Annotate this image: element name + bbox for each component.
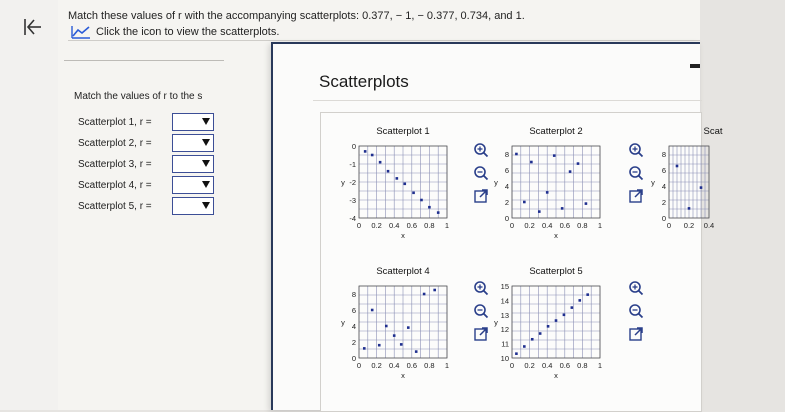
- data-point: [400, 343, 403, 346]
- data-point: [523, 201, 526, 204]
- data-point: [407, 326, 410, 329]
- y-tick-label: 10: [500, 354, 509, 363]
- data-point: [676, 165, 679, 168]
- match-row-1: [78, 113, 214, 131]
- match-select-2[interactable]: [172, 134, 214, 152]
- x-tick-label: 0.8: [577, 221, 588, 230]
- data-point: [563, 314, 566, 317]
- y-axis-label: y: [651, 178, 655, 187]
- x-tick-label: 1: [444, 361, 450, 370]
- match-select-3[interactable]: [172, 155, 214, 173]
- data-point: [396, 177, 399, 180]
- data-point: [571, 306, 574, 309]
- scatter-svg: [325, 122, 475, 262]
- x-axis-label: x: [554, 231, 558, 240]
- match-panel: [64, 60, 224, 320]
- y-tick-label: 15: [500, 282, 509, 291]
- scatterplot-2: [478, 122, 628, 262]
- data-point: [547, 325, 550, 328]
- data-point: [553, 154, 556, 157]
- y-axis-label: y: [341, 318, 345, 327]
- zoom-in-icon[interactable]: [628, 280, 644, 296]
- chart-title: Scat: [703, 126, 723, 137]
- y-tick-label: 4: [661, 182, 666, 191]
- y-tick-label: 14: [500, 296, 509, 306]
- data-point: [393, 334, 396, 337]
- x-tick-label: 0.4: [388, 361, 400, 370]
- x-tick-label: 0.6: [406, 361, 418, 370]
- data-point: [403, 183, 406, 186]
- match-row-4: [78, 176, 214, 194]
- collapse-left-icon[interactable]: [22, 16, 44, 38]
- data-point: [523, 345, 526, 348]
- header-divider: [68, 40, 700, 41]
- line-chart-icon[interactable]: [70, 24, 92, 40]
- x-tick-label: 0.2: [371, 361, 382, 370]
- y-tick-label: 4: [504, 182, 509, 191]
- x-tick-label: 1: [597, 361, 603, 370]
- data-point: [387, 170, 390, 173]
- y-tick-label: 8: [504, 150, 509, 159]
- scatterplots-window: [271, 42, 723, 410]
- y-tick-label: 0: [661, 214, 666, 223]
- data-point: [561, 207, 564, 210]
- match-label-4: Scatterplot 4, r =: [78, 179, 152, 191]
- match-label-3: Scatterplot 3, r =: [78, 158, 152, 170]
- y-tick-label: 8: [351, 290, 356, 299]
- chevron-down-icon: [202, 139, 210, 146]
- match-instruction: Match the values of r to the s: [74, 91, 203, 102]
- data-point: [586, 293, 589, 296]
- x-tick-label: 1: [597, 221, 603, 230]
- y-tick-label: 0: [351, 354, 356, 363]
- match-row-2: [78, 134, 214, 152]
- x-tick-label: 0.4: [703, 221, 715, 230]
- data-point: [412, 192, 415, 195]
- y-tick-label: 0: [351, 142, 356, 151]
- data-point: [585, 202, 588, 205]
- y-tick-label: 0: [504, 214, 509, 223]
- x-tick-label: 0.6: [406, 221, 418, 230]
- x-tick-label: 0.4: [388, 221, 400, 230]
- chart-title: Scatterplot 4: [376, 266, 430, 277]
- scatter-svg: [635, 122, 785, 262]
- data-point: [423, 293, 426, 296]
- zoom-out-icon[interactable]: [628, 303, 644, 319]
- chevron-down-icon: [202, 181, 210, 188]
- x-tick-label: 0.8: [424, 221, 435, 230]
- y-tick-label: 6: [661, 166, 666, 175]
- y-axis-label: y: [341, 178, 345, 187]
- data-point: [688, 207, 691, 210]
- hint-row: [70, 24, 279, 40]
- x-tick-label: 0: [356, 361, 362, 370]
- hint-text: Click the icon to view the scatterplots.: [96, 26, 280, 38]
- y-tick-label: 11: [501, 339, 509, 349]
- x-tick-label: 0.2: [524, 361, 535, 370]
- match-select-5[interactable]: [172, 197, 214, 215]
- x-axis-label: x: [401, 371, 405, 380]
- x-tick-label: 0: [666, 221, 672, 230]
- y-tick-label: -3: [349, 196, 356, 205]
- data-point: [515, 153, 518, 156]
- scatter-svg: [478, 262, 628, 402]
- x-tick-label: 0: [509, 361, 515, 370]
- x-tick-label: 0: [356, 221, 362, 230]
- scatterplot-5-tools: [628, 280, 650, 349]
- data-point: [531, 338, 534, 341]
- data-point: [539, 332, 542, 335]
- data-point: [378, 344, 381, 347]
- x-tick-label: 0.2: [371, 221, 382, 230]
- data-point: [363, 347, 366, 350]
- data-point: [371, 309, 374, 312]
- y-tick-label: 6: [351, 306, 356, 315]
- scatter-svg: [478, 122, 628, 262]
- y-tick-label: 12: [500, 325, 509, 335]
- scatterplot-3-partial: [635, 122, 785, 262]
- x-tick-label: 0.2: [683, 221, 695, 230]
- match-label-5: Scatterplot 5, r =: [78, 200, 152, 212]
- popup-title: Scatterplots: [319, 72, 409, 91]
- data-point: [385, 325, 388, 328]
- y-tick-label: 4: [351, 322, 356, 331]
- data-point: [420, 199, 423, 202]
- chevron-down-icon: [202, 202, 210, 209]
- data-point: [546, 191, 549, 194]
- y-tick-label: -2: [349, 178, 356, 187]
- chevron-down-icon: [202, 118, 210, 125]
- y-tick-label: 2: [661, 198, 666, 207]
- data-point: [577, 162, 580, 165]
- minimize-button[interactable]: [690, 64, 700, 68]
- x-tick-label: 0.4: [541, 361, 553, 370]
- data-point: [371, 154, 374, 157]
- question-text: Match these values of r with the accompanying scatterplots: 0.377, − 1, − 0.377, 0.734, and 1.: [68, 10, 525, 22]
- data-point: [700, 186, 703, 189]
- x-tick-label: 0: [509, 221, 515, 230]
- x-tick-label: 0.6: [559, 361, 571, 370]
- y-tick-label: 13: [500, 310, 509, 320]
- chart-title: Scatterplot 5: [529, 266, 583, 277]
- x-tick-label: 0.8: [577, 361, 588, 370]
- data-point: [437, 211, 440, 214]
- y-axis-label: y: [494, 318, 498, 327]
- chart-title: Scatterplot 1: [376, 126, 430, 137]
- x-tick-label: 0.2: [524, 221, 535, 230]
- chart-title: Scatterplot 2: [529, 126, 583, 137]
- x-tick-label: 0.4: [541, 221, 553, 230]
- y-tick-label: 2: [504, 198, 509, 207]
- scatterplot-1: [325, 122, 475, 262]
- popup-divider: [313, 100, 702, 101]
- data-point: [379, 161, 382, 164]
- left-rail: [0, 0, 58, 410]
- match-row-5: [78, 197, 214, 215]
- match-label-1: Scatterplot 1, r =: [78, 116, 152, 128]
- y-tick-label: -1: [349, 160, 356, 169]
- data-point: [515, 352, 518, 355]
- data-point: [578, 299, 581, 302]
- scatterplot-4: [325, 262, 475, 402]
- data-point: [428, 206, 431, 209]
- data-point: [364, 150, 367, 153]
- x-axis-label: x: [401, 231, 405, 240]
- data-point: [538, 210, 541, 213]
- x-tick-label: 0.6: [559, 221, 571, 230]
- data-point: [415, 350, 418, 353]
- y-tick-label: -4: [349, 214, 356, 223]
- main-content: [58, 0, 723, 410]
- data-point: [555, 319, 558, 322]
- match-select-4[interactable]: [172, 176, 214, 194]
- data-point: [569, 170, 572, 173]
- match-label-2: Scatterplot 2, r =: [78, 137, 152, 149]
- y-tick-label: 8: [661, 150, 666, 159]
- y-tick-label: 2: [351, 338, 356, 347]
- x-tick-label: 1: [444, 221, 450, 230]
- y-tick-label: 6: [504, 166, 509, 175]
- x-axis-label: x: [554, 371, 558, 380]
- match-select-1[interactable]: [172, 113, 214, 131]
- external-link-icon[interactable]: [628, 326, 644, 342]
- data-point: [530, 161, 533, 164]
- y-axis-label: y: [494, 178, 498, 187]
- chevron-down-icon: [202, 160, 210, 167]
- data-point: [433, 289, 436, 292]
- match-row-3: [78, 155, 214, 173]
- x-tick-label: 0.8: [424, 361, 435, 370]
- scatterplot-5: [478, 262, 628, 402]
- scatter-svg: [325, 262, 475, 402]
